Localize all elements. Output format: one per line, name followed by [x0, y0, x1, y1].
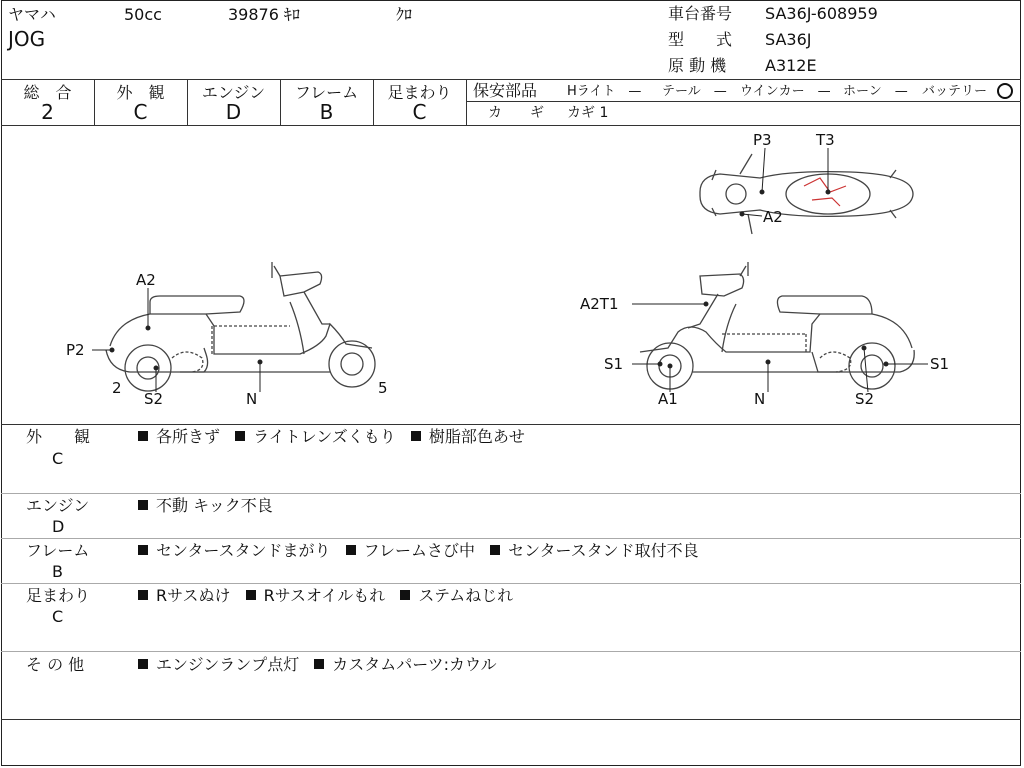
note-item: エンジンランプ点灯 — [156, 655, 300, 674]
type-value: SA36J — [765, 30, 812, 49]
note-items — [138, 656, 507, 674]
color: ｸﾛ — [396, 5, 413, 24]
note-item: 樹脂部色あせ — [428, 427, 525, 446]
note-item: Rサスぬけ — [156, 586, 231, 605]
rating-overall-label: 総 合 — [23, 83, 72, 102]
divider — [1, 424, 1021, 425]
rating-exterior-label: 外 観 — [116, 83, 165, 102]
note-item: ステムねじれ — [418, 586, 514, 605]
label-top-t3: T3 — [816, 131, 835, 149]
label-left-a2: A2 — [136, 271, 156, 289]
engine-model-label: 原 動 機 — [668, 56, 727, 75]
engine-model-value: A312E — [765, 56, 817, 75]
frame-no-label: 車台番号 — [668, 4, 733, 23]
note-grade: C — [52, 607, 64, 626]
label-left-2: 2 — [112, 379, 122, 397]
safety-parts-label: 保安部品 — [473, 81, 538, 100]
divider — [466, 79, 467, 125]
note-item: 不動 キック不良 — [156, 496, 273, 515]
rating-overall-grade: 2 — [41, 100, 54, 124]
label-right-a2t1: A2T1 — [580, 295, 619, 313]
rating-frame-label: フレーム — [294, 83, 359, 102]
label-right-n: N — [754, 390, 766, 408]
note-item: センタースタンドまがり — [156, 541, 331, 560]
divider — [1, 538, 1021, 539]
rating-engine-grade: D — [225, 100, 242, 124]
divider — [1, 583, 1021, 584]
note-category: エンジン — [26, 496, 90, 515]
label-left-p2: P2 — [66, 341, 85, 359]
rating-suspension-grade: C — [412, 100, 427, 124]
headlight-status: Hライト — — [567, 84, 642, 99]
scooter-right-side-icon — [640, 262, 914, 389]
divider — [1, 719, 1021, 720]
note-items — [138, 428, 535, 446]
label-top-a2: A2 — [763, 208, 783, 226]
taillight-status: テール — — [662, 84, 727, 99]
note-items — [138, 587, 523, 605]
frame-no: SA36J-608959 — [765, 4, 878, 23]
note-category: そ の 他 — [26, 655, 85, 674]
label-right-s1-left: S1 — [604, 355, 624, 373]
label-top-p3: P3 — [753, 131, 772, 149]
rating-exterior-grade: C — [133, 100, 148, 124]
rating-frame-grade: B — [319, 100, 334, 124]
note-item: ライトレンズくもり — [253, 427, 396, 446]
note-item: Rサスオイルもれ — [263, 586, 386, 605]
mileage: 39876 ｷﾛ — [228, 5, 300, 24]
battery-ok-mark — [997, 83, 1013, 99]
divider — [467, 101, 1021, 102]
rating-suspension-label: 足まわり — [387, 83, 452, 102]
note-category: 足まわり — [26, 586, 91, 605]
key-value: カギ 1 — [567, 105, 609, 121]
label-right-s2: S2 — [855, 390, 875, 408]
note-item: 各所きず — [156, 427, 221, 446]
label-right-a1: A1 — [658, 390, 678, 408]
label-left-n: N — [246, 390, 258, 408]
damage-diagram — [0, 126, 1022, 424]
note-items — [138, 542, 709, 560]
divider — [1, 651, 1021, 652]
note-category: 外 観 — [26, 427, 91, 446]
note-grade: C — [52, 449, 64, 468]
note-grade: D — [52, 517, 65, 536]
label-left-s2: S2 — [144, 390, 164, 408]
divider — [1, 493, 1021, 494]
key-label: カ ギ — [488, 105, 544, 121]
displacement: 50cc — [124, 5, 162, 24]
note-item: カスタムパーツ:カウル — [332, 655, 497, 674]
scooter-top-view-icon — [700, 154, 913, 234]
note-category: フレーム — [26, 541, 90, 560]
note-items — [138, 497, 283, 515]
maker: ヤマハ — [8, 5, 56, 24]
horn-status: ホーン — — [843, 84, 908, 99]
rating-engine-label: エンジン — [201, 83, 266, 102]
note-grade: B — [52, 562, 63, 581]
type-label: 型 式 — [668, 30, 733, 49]
model-name: JOG — [8, 27, 46, 51]
note-item: フレームさび中 — [363, 541, 476, 560]
winker-status: ウインカー — — [740, 84, 831, 99]
label-left-5: 5 — [378, 379, 388, 397]
note-item: センタースタンド取付不良 — [508, 541, 699, 560]
label-right-s1-right: S1 — [930, 355, 950, 373]
battery-label: バッテリー — [922, 84, 988, 99]
